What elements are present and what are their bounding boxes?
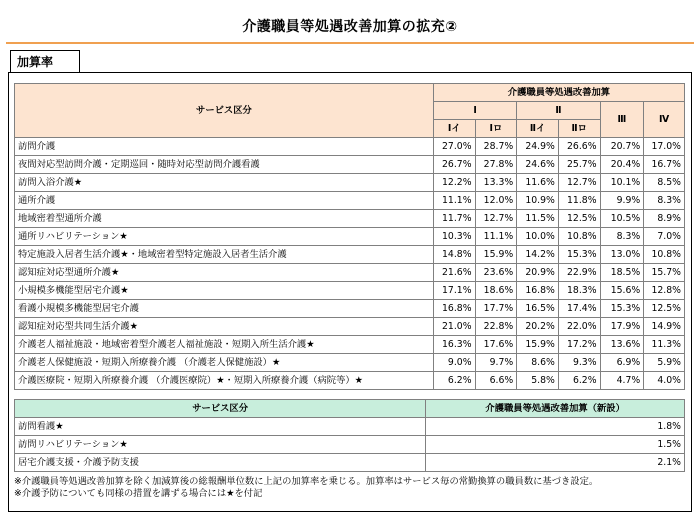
rate-cell: 10.9% — [517, 192, 559, 210]
rate-cell: 22.0% — [558, 318, 600, 336]
service-name-cell: 認知症対応型通所介護★ — [15, 264, 434, 282]
rate-cell: 16.8% — [433, 300, 475, 318]
rate-cell: 27.0% — [433, 138, 475, 156]
footnotes — [14, 476, 598, 500]
rate-cell: 18.6% — [475, 282, 517, 300]
rate-cell: 17.0% — [644, 138, 685, 156]
service-name-cell: 介護老人保健施設・短期入所療養介護 （介護老人保健施設）★ — [15, 354, 434, 372]
service-name-cell: 特定施設入居者生活介護★・地域密着型特定施設入居者生活介護 — [15, 246, 434, 264]
rate-cell: 11.8% — [558, 192, 600, 210]
rate-cell: 26.7% — [433, 156, 475, 174]
rate-cell: 9.3% — [558, 354, 600, 372]
rate-cell: 16.8% — [517, 282, 559, 300]
service-name-cell: 訪問リハビリテーション★ — [15, 436, 426, 454]
rate-cell: 12.7% — [558, 174, 600, 192]
table-row — [15, 210, 685, 228]
rate-cell: 24.9% — [517, 138, 559, 156]
rate-cell: 6.2% — [558, 372, 600, 390]
table-row — [15, 454, 685, 472]
service-name-cell: 小規模多機能型居宅介護★ — [15, 282, 434, 300]
service-name-cell: 夜間対応型訪問介護・定期巡回・随時対応型訪問介護看護 — [15, 156, 434, 174]
rate-cell: 10.8% — [644, 246, 685, 264]
table-row — [15, 228, 685, 246]
new-rate-table-body — [15, 418, 685, 472]
rate-cell: 15.9% — [475, 246, 517, 264]
service-column-header: サービス区分 — [15, 84, 434, 138]
rate-cell: 11.5% — [517, 210, 559, 228]
rate-cell: 6.6% — [475, 372, 517, 390]
table-row — [15, 246, 685, 264]
section-tab — [10, 50, 80, 72]
rate-cell: 17.1% — [433, 282, 475, 300]
sub-header-1b: Ⅰロ — [475, 120, 517, 138]
service-name-cell: 訪問看護★ — [15, 418, 426, 436]
rate-cell: 17.4% — [558, 300, 600, 318]
rate-cell: 17.2% — [558, 336, 600, 354]
level-header-3: Ⅲ — [600, 102, 644, 138]
table-row — [15, 418, 685, 436]
rate-cell: 11.1% — [475, 228, 517, 246]
table-row — [15, 436, 685, 454]
table-row — [15, 354, 685, 372]
rate-cell: 18.3% — [558, 282, 600, 300]
table-row — [15, 138, 685, 156]
rate-cell: 25.7% — [558, 156, 600, 174]
rate-cell: 20.7% — [600, 138, 644, 156]
service-name-cell: 居宅介護支援・介護予防支援 — [15, 454, 426, 472]
rate-cell: 12.7% — [475, 210, 517, 228]
rate-cell: 9.9% — [600, 192, 644, 210]
rate-cell: 6.2% — [433, 372, 475, 390]
rate-cell: 24.6% — [517, 156, 559, 174]
rate-cell: 17.9% — [600, 318, 644, 336]
service-name-cell: 看護小規模多機能型居宅介護 — [15, 300, 434, 318]
rate-cell: 2.1% — [426, 454, 685, 472]
rate-cell: 26.6% — [558, 138, 600, 156]
rate-cell: 15.9% — [517, 336, 559, 354]
rate-cell: 10.1% — [600, 174, 644, 192]
rate-cell: 10.3% — [433, 228, 475, 246]
rate-cell: 8.9% — [644, 210, 685, 228]
level-header-2: Ⅱ — [517, 102, 600, 120]
table-row — [15, 318, 685, 336]
rate-cell: 21.0% — [433, 318, 475, 336]
rate-cell: 1.5% — [426, 436, 685, 454]
sub-header-1a: Ⅰイ — [433, 120, 475, 138]
rate-cell: 22.8% — [475, 318, 517, 336]
rate-cell: 5.9% — [644, 354, 685, 372]
level-header-4: Ⅳ — [644, 102, 685, 138]
rate-cell: 11.6% — [517, 174, 559, 192]
table-row — [15, 192, 685, 210]
rate-cell: 4.7% — [600, 372, 644, 390]
rate-cell: 16.3% — [433, 336, 475, 354]
table-row — [15, 336, 685, 354]
sub-header-2b: Ⅱロ — [558, 120, 600, 138]
rate-cell: 15.6% — [600, 282, 644, 300]
service-name-cell: 訪問介護 — [15, 138, 434, 156]
rate-cell: 14.9% — [644, 318, 685, 336]
rate-cell: 15.3% — [558, 246, 600, 264]
rate-cell: 11.1% — [433, 192, 475, 210]
rate-cell: 15.7% — [644, 264, 685, 282]
rate-cell: 16.7% — [644, 156, 685, 174]
rate-cell: 4.0% — [644, 372, 685, 390]
rate-cell: 1.8% — [426, 418, 685, 436]
rate-cell: 13.3% — [475, 174, 517, 192]
group-header: 介護職員等処遇改善加算 — [433, 84, 684, 102]
rate-cell: 17.7% — [475, 300, 517, 318]
new-rate-table — [14, 399, 685, 472]
rate-cell: 8.5% — [644, 174, 685, 192]
new-value-column-header: 介護職員等処遇改善加算（新設） — [426, 400, 685, 418]
rate-cell: 20.9% — [517, 264, 559, 282]
rate-cell: 14.8% — [433, 246, 475, 264]
rate-cell: 13.6% — [600, 336, 644, 354]
table-row — [15, 300, 685, 318]
new-service-column-header: サービス区分 — [15, 400, 426, 418]
rate-cell: 20.4% — [600, 156, 644, 174]
rate-table — [14, 83, 685, 390]
rate-cell: 16.5% — [517, 300, 559, 318]
rate-cell: 13.0% — [600, 246, 644, 264]
rate-cell: 12.5% — [558, 210, 600, 228]
rate-cell: 7.0% — [644, 228, 685, 246]
rate-cell: 5.8% — [517, 372, 559, 390]
rate-cell: 12.0% — [475, 192, 517, 210]
rate-table-body — [15, 138, 685, 390]
service-name-cell: 介護医療院・短期入所療養介護 （介護医療院）★・短期入所療養介護（病院等）★ — [15, 372, 434, 390]
table-row — [15, 156, 685, 174]
rate-cell: 20.2% — [517, 318, 559, 336]
rate-cell: 12.8% — [644, 282, 685, 300]
table-row — [15, 174, 685, 192]
level-header-1: Ⅰ — [433, 102, 516, 120]
rate-cell: 10.8% — [558, 228, 600, 246]
table-row — [15, 372, 685, 390]
section-tab-label: 加算率 — [17, 55, 54, 69]
table-row — [15, 282, 685, 300]
service-name-cell: 通所介護 — [15, 192, 434, 210]
rate-cell: 8.3% — [644, 192, 685, 210]
rate-cell: 8.3% — [600, 228, 644, 246]
rate-cell: 11.3% — [644, 336, 685, 354]
page-title: 介護職員等処遇改善加算の拡充② — [242, 19, 458, 35]
rate-cell: 15.3% — [600, 300, 644, 318]
service-name-cell: 認知症対応型共同生活介護★ — [15, 318, 434, 336]
rate-cell: 6.9% — [600, 354, 644, 372]
rate-cell: 9.0% — [433, 354, 475, 372]
rate-cell: 17.6% — [475, 336, 517, 354]
footnote: ※介護職員等処遇改善加算を除く加減算後の総報酬単位数に上記の加算率を乗じる。加算率はサービス毎の常勤換算の職員数に基づき設定。 — [14, 476, 599, 487]
rate-cell: 27.8% — [475, 156, 517, 174]
service-name-cell: 介護老人福祉施設・地域密着型介護老人福祉施設・短期入所生活介護★ — [15, 336, 434, 354]
rate-cell: 10.5% — [600, 210, 644, 228]
rate-cell: 14.2% — [517, 246, 559, 264]
rate-cell: 18.5% — [600, 264, 644, 282]
rate-cell: 23.6% — [475, 264, 517, 282]
footnote: ※介護予防についても同様の措置を講ずる場合には★を付記 — [14, 488, 263, 499]
rate-cell: 10.0% — [517, 228, 559, 246]
sub-header-2a: Ⅱイ — [517, 120, 559, 138]
table-row — [15, 264, 685, 282]
service-name-cell: 訪問入浴介護★ — [15, 174, 434, 192]
rate-cell: 12.5% — [644, 300, 685, 318]
rate-cell: 28.7% — [475, 138, 517, 156]
rate-cell: 8.6% — [517, 354, 559, 372]
rate-cell: 21.6% — [433, 264, 475, 282]
service-name-cell: 地域密着型通所介護 — [15, 210, 434, 228]
rate-cell: 11.7% — [433, 210, 475, 228]
title-underline — [6, 42, 694, 44]
rate-cell: 9.7% — [475, 354, 517, 372]
service-name-cell: 通所リハビリテーション★ — [15, 228, 434, 246]
rate-cell: 12.2% — [433, 174, 475, 192]
rate-cell: 22.9% — [558, 264, 600, 282]
